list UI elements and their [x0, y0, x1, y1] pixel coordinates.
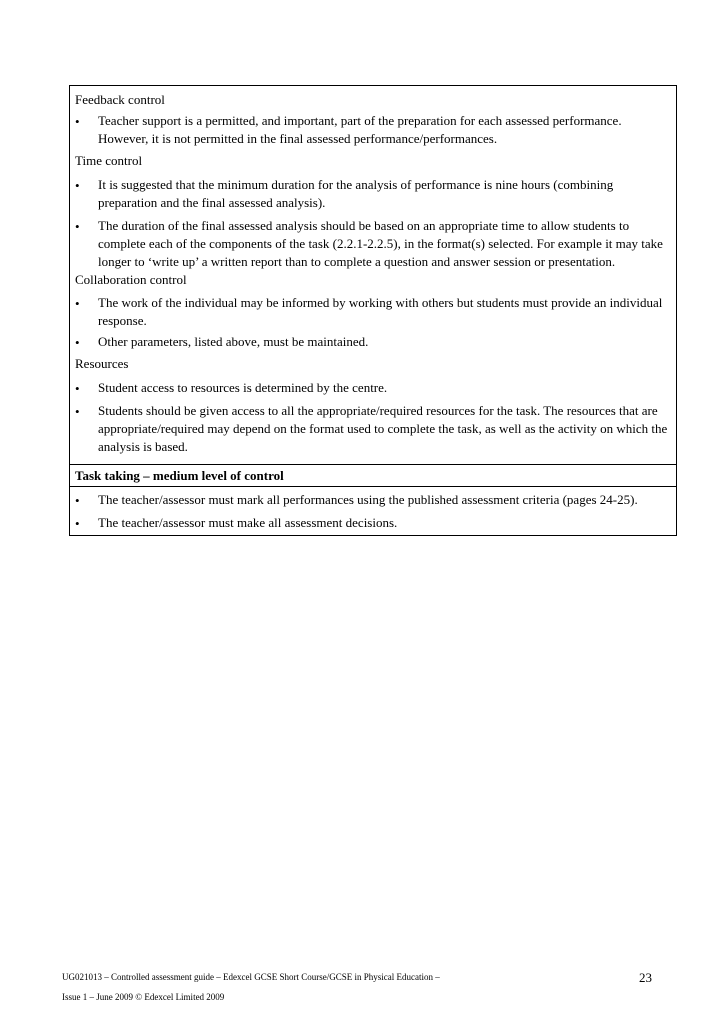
collaboration-bullet-1: The work of the individual may be informed by working with others but students must provide an individual response.	[98, 295, 663, 328]
task-taking-bullet-1: The teacher/assessor must mark all performances using the published assessment criteria (pages 24-25).	[98, 492, 638, 507]
resources-bullet-1: Student access to resources is determined by the centre.	[98, 380, 388, 395]
footer-line-2: Issue 1 – June 2009 © Edexcel Limited 2009	[62, 992, 225, 1002]
resources-bullet-2: Students should be given access to all the appropriate/required resources for the task. The resources that are appropriate/required may depend on the format used to complete the task, as well as the activity on which the analysis is based.	[98, 403, 668, 454]
bullet-icon: •	[75, 178, 80, 193]
page-number: 23	[639, 970, 652, 985]
resources-heading: Resources	[75, 356, 129, 371]
collaboration-control-heading: Collaboration control	[75, 272, 187, 287]
bullet-icon: •	[75, 114, 80, 129]
bullet-icon: •	[75, 404, 80, 419]
bullet-icon: •	[75, 516, 80, 531]
time-bullet-1: It is suggested that the minimum duration for the analysis of performance is nine hours (combining preparation and the final assessed analysis).	[98, 177, 614, 210]
task-taking-bullet-2: The teacher/assessor must make all assessment decisions.	[98, 515, 398, 530]
feedback-control-heading: Feedback control	[75, 92, 165, 107]
controls-section	[70, 86, 676, 464]
bullet-icon: •	[75, 493, 80, 508]
task-taking-section	[70, 465, 676, 537]
time-bullet-2: The duration of the final assessed analysis should be based on an appropriate time to allow students to complete each of the components of the task (2.2.1-2.2.5), in the format(s) selected. For example it may take longer to ‘write up’ a written report than to complete a question and answer session or presentation.	[98, 218, 663, 269]
feedback-bullet-1: Teacher support is a permitted, and important, part of the preparation for each assessed performance. However, it is not permitted in the final assessed performance/performances.	[98, 113, 622, 146]
collaboration-bullet-2: Other parameters, listed above, must be maintained.	[98, 334, 369, 349]
task-taking-heading: Task taking – medium level of control	[75, 468, 284, 483]
heading-divider	[70, 486, 676, 487]
controls-table	[69, 85, 677, 536]
bullet-icon: •	[75, 219, 80, 234]
bullet-icon: •	[75, 335, 80, 350]
bullet-icon: •	[75, 296, 80, 311]
time-control-heading: Time control	[75, 153, 143, 168]
footer-line-1: UG021013 – Controlled assessment guide – Edexcel GCSE Short Course/GCSE in Physical Education –	[62, 972, 440, 982]
bullet-icon: •	[75, 381, 80, 396]
